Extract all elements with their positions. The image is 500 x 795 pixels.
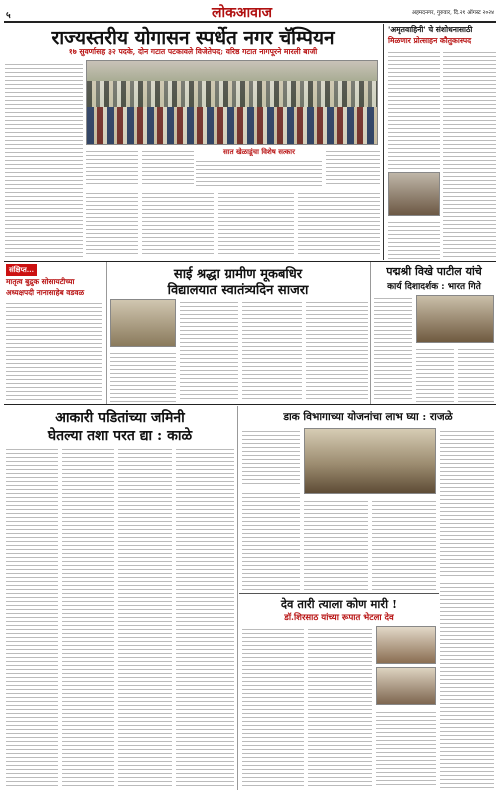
school-column-3 <box>242 299 302 402</box>
post-column-6 <box>440 580 494 788</box>
lead-column-6 <box>218 190 294 256</box>
vikhe-photo <box>416 295 494 343</box>
school-headline-2: विद्यालयात स्वातंत्र्यदिन साजरा <box>167 283 309 298</box>
post-column-2 <box>440 428 494 576</box>
sidebar-headline-2: मिळणार प्रोत्साहन कौतुकास्पद <box>388 36 472 45</box>
lead-photo <box>86 60 378 145</box>
sidebar-column-2 <box>443 49 496 259</box>
lead-column-7 <box>298 190 380 256</box>
school-column-4 <box>306 299 368 402</box>
section-rule-3 <box>239 593 439 594</box>
school-column-2 <box>180 299 238 402</box>
vikhe-column-2 <box>416 346 454 402</box>
lead-column-left-lower <box>86 190 138 256</box>
post-column-1 <box>242 428 300 486</box>
section-rule-1 <box>4 261 496 262</box>
divider-farmers <box>237 406 238 790</box>
deva-column-2 <box>308 626 372 788</box>
divider-briefs <box>106 262 107 404</box>
farmers-column-1 <box>6 446 58 788</box>
lead-column-3 <box>142 148 194 186</box>
lead-deck: १७ सुवर्णासह ३२ पदके, दोन गटात पटकावले विजेतेपद; वरिष्ठ गटात नागपूरने मारली बाजी <box>68 47 318 56</box>
farmers-column-4 <box>176 446 234 788</box>
farmers-headline-1: आकारी पडितांच्या जमिनी <box>55 410 185 426</box>
newspaper-logo: लोकआवाज <box>212 5 272 21</box>
lead-headline: राज्यस्तरीय योगासन स्पर्धेत नगर चॅम्पियन <box>51 27 335 49</box>
deva-photo-1 <box>376 626 436 664</box>
vikhe-column-1 <box>374 295 412 402</box>
farmers-column-2 <box>62 446 114 788</box>
page-number: ५ <box>6 11 11 21</box>
lead-column-4 <box>326 148 380 186</box>
deva-column-3 <box>376 709 436 788</box>
post-photo <box>304 428 436 494</box>
vikhe-column-3 <box>458 346 494 402</box>
deva-photo-2 <box>376 667 436 705</box>
lead-caption-text <box>196 158 322 186</box>
lead-column-1 <box>5 61 83 257</box>
farmers-headline-2: घेतल्या तशा परत द्या : काळे <box>47 428 193 444</box>
briefs-tag: संक्षिप्त... <box>6 264 37 276</box>
vikhe-headline-2: कार्य दिशादर्शक : भारत गिते <box>387 282 481 292</box>
lead-photo-caption: सात खेळाडूंचा विशेष सत्कार <box>223 147 295 156</box>
post-column-5 <box>372 498 436 590</box>
sidebar-photo <box>388 172 440 216</box>
dateline: अहमदनगर, गुरुवार, दि.२१ ऑगस्ट २०२४ <box>411 10 494 16</box>
section-rule-2 <box>4 404 496 405</box>
masthead-rule <box>4 21 496 23</box>
sidebar-headline-1: 'अमृतवाहिनी' चे संशोधनासाठी <box>388 25 473 34</box>
lead-column-5 <box>142 190 214 256</box>
post-column-4 <box>304 498 368 590</box>
sidebar-column-1 <box>388 49 440 169</box>
sidebar-column-3 <box>388 219 440 259</box>
post-column-3 <box>242 490 300 590</box>
brief-headline-2: अध्यक्षपदी नानासाहेब वडवळ <box>6 288 85 297</box>
deva-column-1 <box>242 626 304 788</box>
sidebar-divider <box>383 24 384 260</box>
post-headline: डाक विभागाच्या योजनांचा लाभ घ्या : राजळे <box>283 411 453 423</box>
deva-headline-1: देव तारी त्याला कोण मारी ! <box>280 597 398 611</box>
lead-column-2 <box>86 148 138 186</box>
school-column-1 <box>110 350 176 402</box>
school-photo <box>110 299 176 347</box>
farmers-column-3 <box>118 446 172 788</box>
brief-headline-1: मातृत्व बुद्रुक सोसायटीच्या <box>6 277 75 286</box>
vikhe-headline-1: पद्मश्री विखे पाटील यांचे <box>386 265 482 278</box>
divider-school <box>370 262 371 404</box>
school-headline-1: साई श्रद्धा ग्रामीण मूकबधिर <box>173 267 303 282</box>
brief-body <box>6 300 102 400</box>
deva-headline-2: डॉ.शिरसाठ यांच्या रूपात भेटला देव <box>284 613 394 623</box>
